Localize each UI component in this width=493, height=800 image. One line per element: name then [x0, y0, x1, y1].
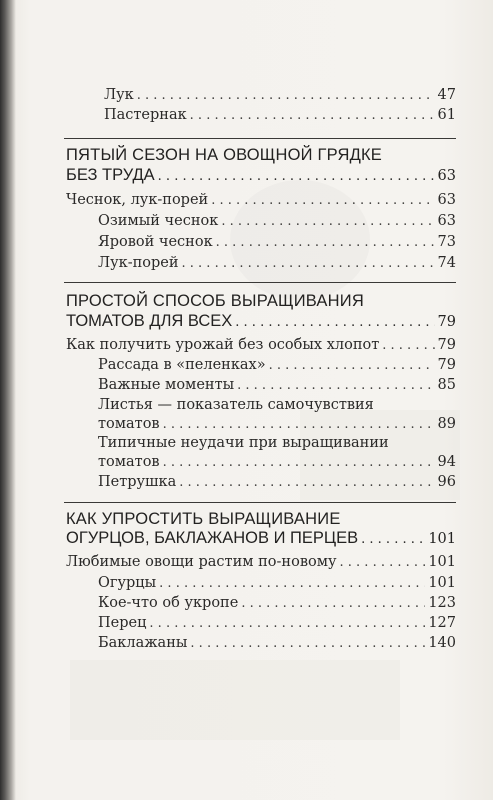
leader-dots: [190, 635, 425, 653]
leader-dots: [361, 530, 425, 550]
section-title-row[interactable]: [66, 528, 456, 550]
toc-entry-page: 63: [437, 213, 456, 229]
leader-dots: [190, 107, 435, 125]
toc-entry-listya[interactable]: [98, 415, 456, 434]
toc-entry-page: 96: [437, 474, 456, 490]
section-title: ТОМАТОВ ДЛЯ ВСЕХ: [66, 312, 233, 330]
toc-entry-vazhnye-momenty[interactable]: [98, 376, 456, 395]
toc-entry-lyubimye-ovoshchi[interactable]: [66, 553, 456, 572]
section-title-row[interactable]: [66, 311, 456, 333]
toc-entry-label: томатов: [98, 416, 160, 432]
toc-entry-page: 74: [437, 255, 456, 271]
section-page: 79: [437, 314, 456, 330]
leader-dots: [137, 87, 435, 105]
toc-entry-page: 123: [428, 595, 456, 611]
toc-entry-page: 73: [437, 234, 456, 250]
toc-entry-label: Чеснок, лук-порей: [66, 192, 209, 208]
toc-entry-page: 61: [437, 107, 456, 123]
toc-entry-label: Как получить урожай без особых хлопот: [66, 337, 380, 353]
toc-entry-baklazhany[interactable]: [98, 634, 456, 653]
toc-entry-label: Лук: [104, 87, 134, 103]
toc-entry-neudachi-label[interactable]: Типичные неудачи при выращивании: [98, 435, 389, 451]
leader-dots: [269, 357, 435, 375]
toc-entry-chesnok-luk-porei[interactable]: [66, 191, 456, 210]
section-page: 63: [437, 168, 456, 184]
toc-entry-page: 47: [437, 87, 456, 103]
toc-entry-neudachi[interactable]: [98, 453, 456, 472]
toc-entry-kak-poluchit[interactable]: [66, 336, 456, 355]
toc-entry-label: Озимый чеснок: [98, 213, 219, 229]
toc-entry-label: Кое-что об укропе: [98, 595, 239, 611]
toc-entry-label: томатов: [98, 454, 160, 470]
toc-entry-label: Яровой чеснок: [98, 234, 213, 250]
leader-dots: [237, 377, 434, 395]
leader-dots: [216, 234, 435, 252]
toc-entry-label: Огурцы: [98, 575, 157, 591]
toc-entry-page: 79: [437, 357, 456, 373]
toc-entry-label: Важные моменты: [98, 377, 235, 393]
leader-dots: [340, 554, 426, 572]
toc-entry-page: 101: [428, 575, 456, 591]
section-title: ОГУРЦОВ, БАКЛАЖАНОВ И ПЕРЦЕВ: [66, 529, 359, 547]
section-title-row[interactable]: [66, 165, 456, 187]
section-divider: [64, 138, 456, 139]
toc-entry-yarovoi-chesnok[interactable]: [98, 233, 456, 252]
toc-entry-petrushka[interactable]: [98, 473, 456, 492]
leader-dots: [163, 416, 435, 434]
toc-entry-rassada[interactable]: [98, 356, 456, 375]
toc-entry-luk-porei[interactable]: [98, 254, 456, 273]
leader-dots: [159, 575, 425, 593]
toc-entry-label: Перец: [98, 615, 147, 631]
toc-entry-perets[interactable]: [98, 614, 456, 633]
section-title[interactable]: ПРОСТОЙ СПОСОБ ВЫРАЩИВАНИЯ: [66, 292, 364, 310]
toc-entry-label: Петрушка: [98, 474, 177, 490]
section-page: 101: [428, 531, 456, 547]
toc-entry-label: Любимые овощи растим по-новому: [66, 554, 337, 570]
toc-entry-label: Пастернак: [104, 107, 187, 123]
section-title[interactable]: КАК УПРОСТИТЬ ВЫРАЩИВАНИЕ: [66, 510, 341, 528]
toc-entry-page: 79: [437, 337, 456, 353]
toc-entry-page: 127: [428, 615, 456, 631]
leader-dots: [211, 192, 434, 210]
toc-entry-ogurtsy[interactable]: [98, 574, 456, 593]
leader-dots: [179, 474, 434, 492]
toc-entry-pasternak[interactable]: [104, 106, 456, 125]
toc-entry-page: 85: [437, 377, 456, 393]
toc-entry-label: Баклажаны: [98, 635, 188, 651]
toc-entry-page: 101: [428, 554, 456, 570]
toc-entry-page: 63: [437, 192, 456, 208]
leader-dots: [221, 213, 434, 231]
leader-dots: [382, 337, 434, 355]
toc-entry-ozimyi-chesnok[interactable]: [98, 212, 456, 231]
leader-dots: [149, 615, 425, 633]
leader-dots: [158, 167, 435, 187]
section-divider: [64, 502, 456, 503]
leader-dots: [163, 454, 435, 472]
leader-dots: [241, 595, 425, 613]
leader-dots: [182, 255, 435, 273]
leader-dots: [235, 313, 434, 333]
toc-entry-page: 140: [428, 635, 456, 651]
toc-entry-luk[interactable]: [104, 86, 456, 105]
toc-entry-ukrop[interactable]: [98, 594, 456, 613]
toc-entry-listya-label[interactable]: Листья — показатель самочувствия: [98, 397, 374, 413]
section-title: БЕЗ ТРУДА: [66, 166, 155, 184]
toc-entry-page: 94: [437, 454, 456, 470]
section-title[interactable]: ПЯТЫЙ СЕЗОН НА ОВОЩНОЙ ГРЯДКЕ: [66, 146, 382, 164]
section-divider: [64, 282, 456, 283]
toc-entry-label: Рассада в «пеленках»: [98, 357, 266, 373]
toc-entry-label: Лук-порей: [98, 255, 179, 271]
toc-entry-page: 89: [437, 416, 456, 432]
